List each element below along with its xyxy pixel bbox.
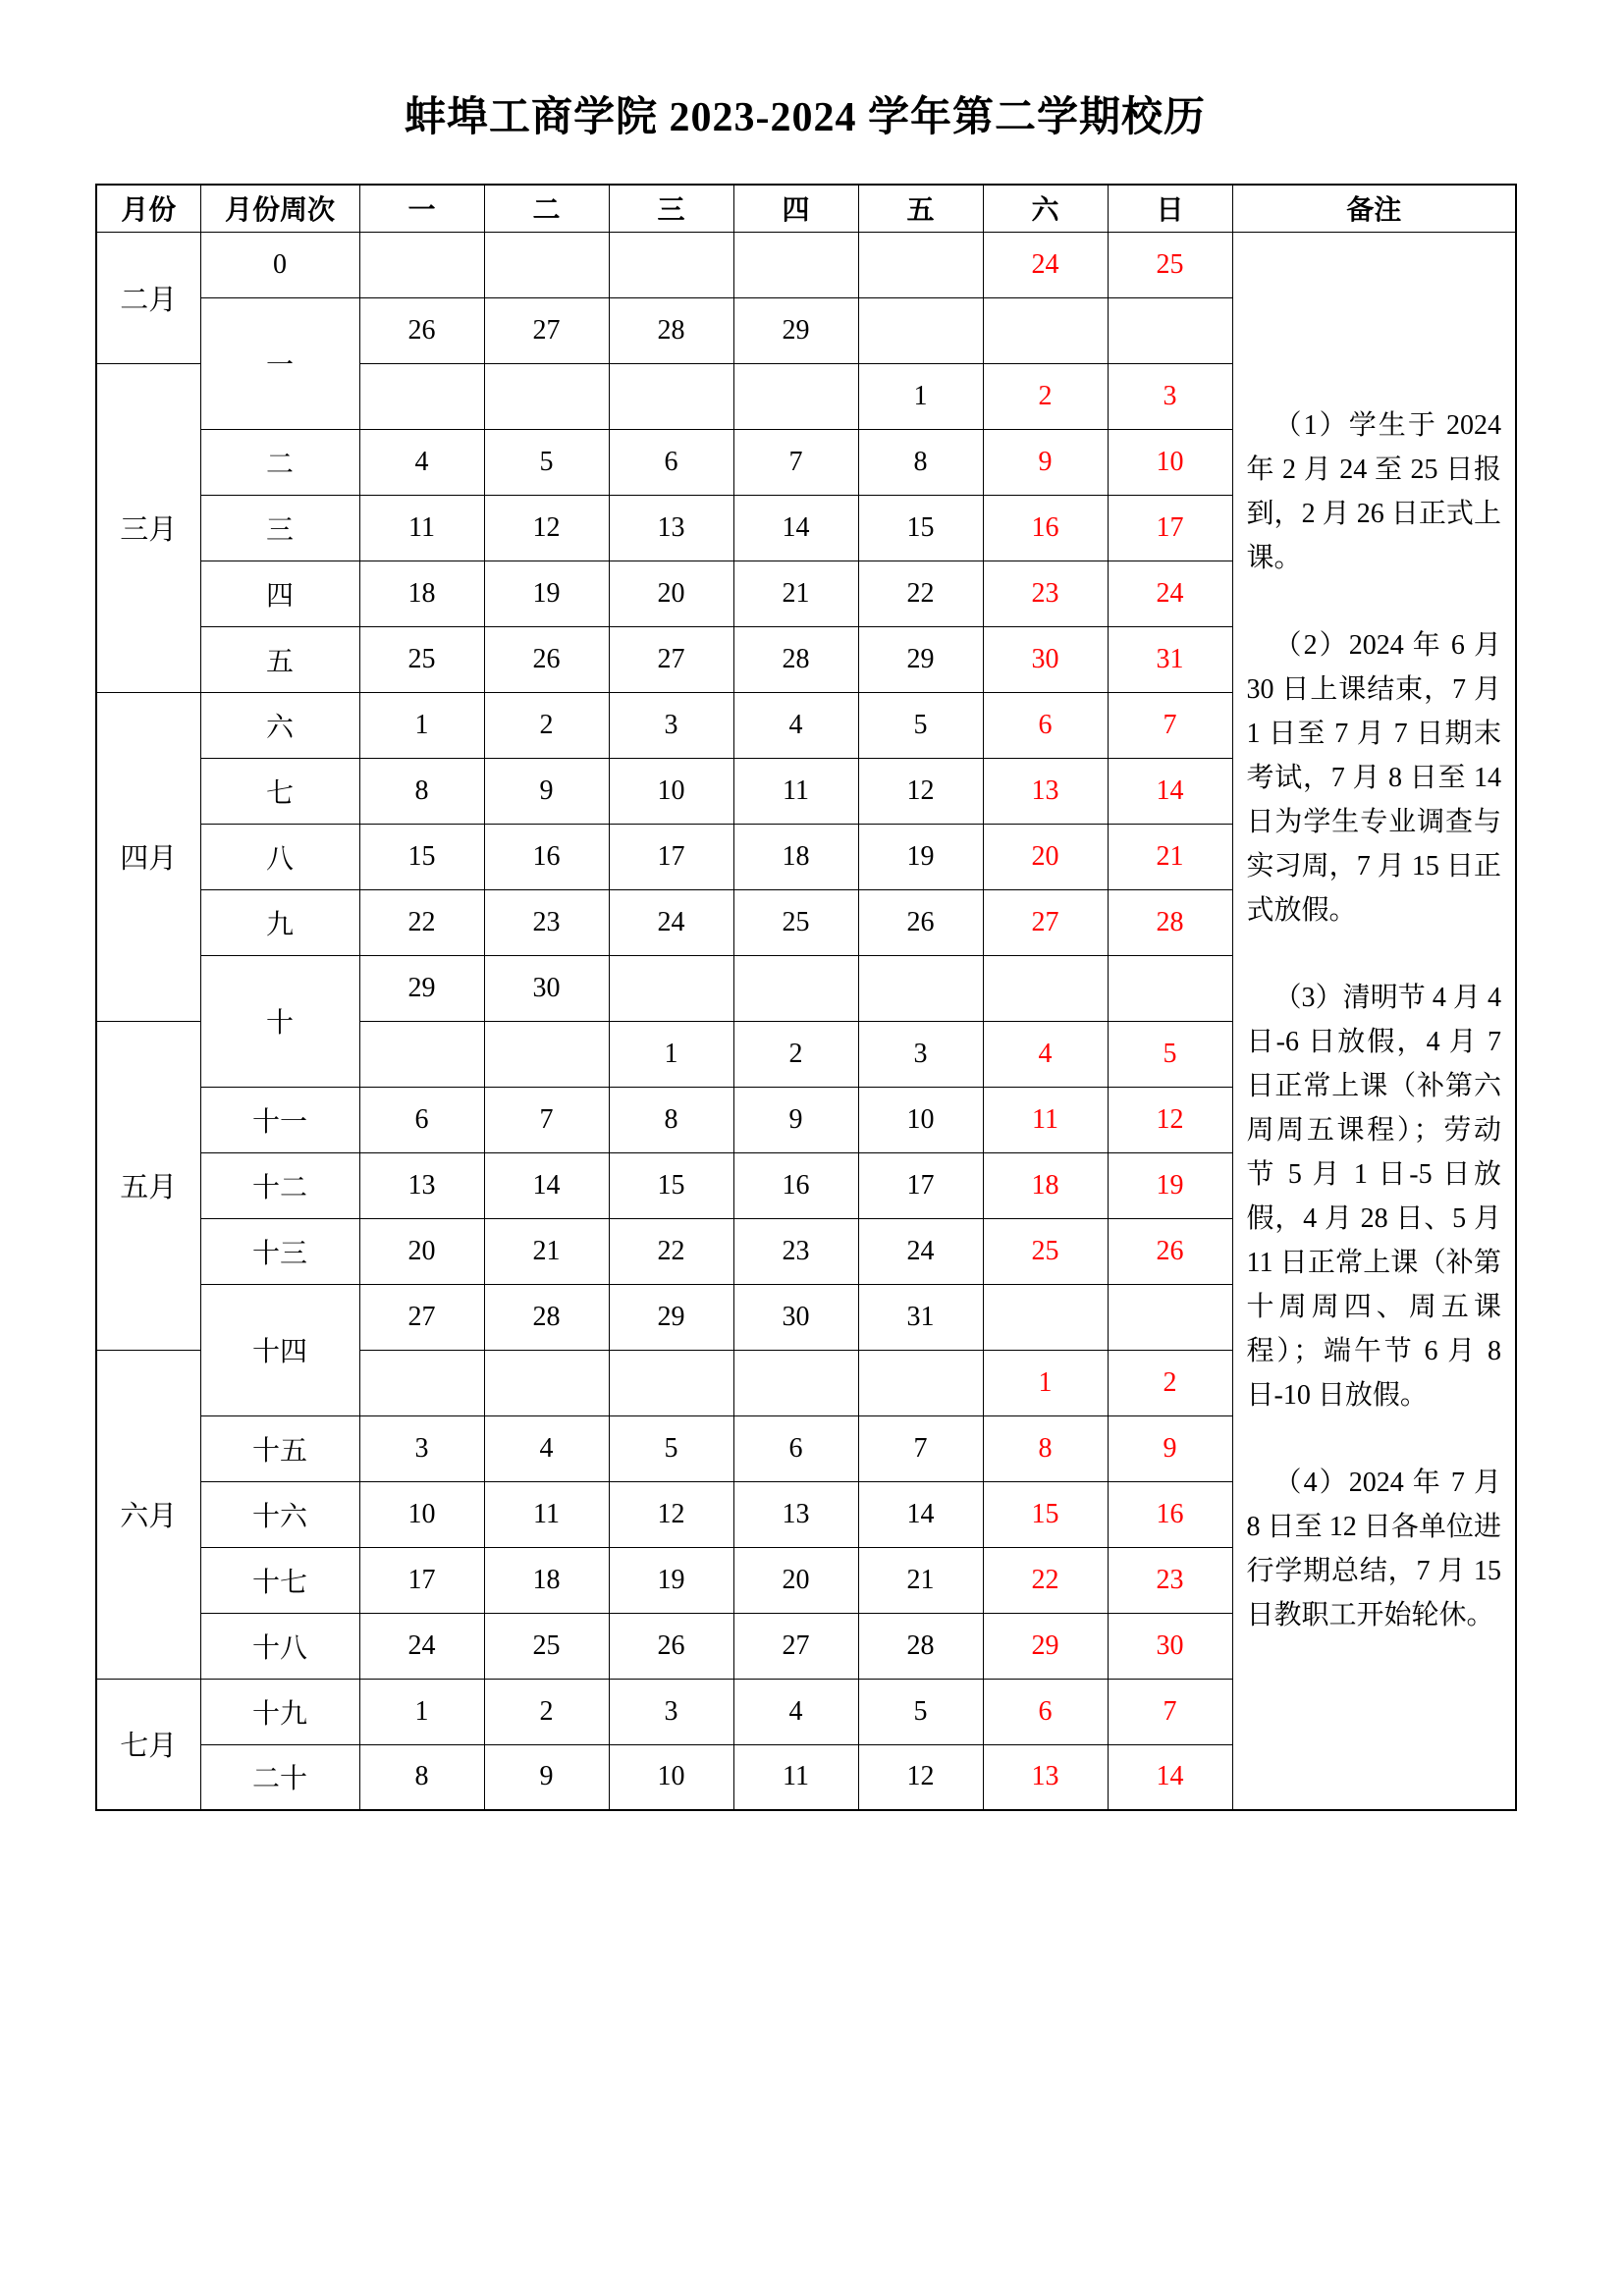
day-cell: 26	[858, 889, 983, 955]
day-cell: 18	[484, 1547, 609, 1613]
month-cell: 七月	[96, 1679, 200, 1810]
day-cell: 12	[484, 495, 609, 561]
day-cell: 3	[359, 1415, 484, 1481]
day-cell	[484, 1350, 609, 1415]
day-cell: 11	[484, 1481, 609, 1547]
day-cell: 8	[359, 758, 484, 824]
week-cell: 二十	[200, 1744, 359, 1810]
day-cell: 13	[359, 1152, 484, 1218]
month-cell: 三月	[96, 363, 200, 692]
day-cell-weekend: 13	[983, 758, 1108, 824]
day-cell	[484, 232, 609, 297]
week-cell: 0	[200, 232, 359, 297]
day-cell: 5	[858, 692, 983, 758]
day-cell-weekend: 10	[1108, 429, 1232, 495]
day-cell-weekend: 24	[1108, 561, 1232, 626]
day-cell-weekend: 7	[1108, 1679, 1232, 1744]
day-cell	[484, 1021, 609, 1087]
header-cell-6: 五	[858, 185, 983, 232]
calendar-table	[95, 184, 1517, 1811]
day-cell: 29	[359, 955, 484, 1021]
day-cell: 8	[609, 1087, 733, 1152]
day-cell: 17	[359, 1547, 484, 1613]
week-cell: 六	[200, 692, 359, 758]
week-cell: 十	[200, 955, 359, 1087]
day-cell: 17	[858, 1152, 983, 1218]
week-cell: 八	[200, 824, 359, 889]
day-cell	[858, 232, 983, 297]
header-cell-1: 月份周次	[200, 185, 359, 232]
day-cell	[858, 297, 983, 363]
day-cell-weekend: 13	[983, 1744, 1108, 1810]
day-cell	[609, 1350, 733, 1415]
notes-cell	[1232, 232, 1516, 1810]
day-cell: 6	[359, 1087, 484, 1152]
day-cell	[359, 1350, 484, 1415]
month-cell: 五月	[96, 1021, 200, 1350]
day-cell: 22	[858, 561, 983, 626]
day-cell: 10	[609, 1744, 733, 1810]
month-cell: 六月	[96, 1350, 200, 1679]
note-paragraph-4: （4）2024 年 7 月 8 日至 12 日各单位进行学期总结，7 月 15 日教职工开始轮休。	[1246, 1468, 1501, 1631]
day-cell: 15	[609, 1152, 733, 1218]
day-cell: 9	[484, 1744, 609, 1810]
day-cell	[609, 955, 733, 1021]
day-cell-weekend: 23	[1108, 1547, 1232, 1613]
day-cell: 1	[359, 1679, 484, 1744]
day-cell-weekend	[1108, 955, 1232, 1021]
day-cell	[359, 363, 484, 429]
day-cell: 7	[484, 1087, 609, 1152]
day-cell-weekend: 25	[1108, 232, 1232, 297]
day-cell: 14	[858, 1481, 983, 1547]
calendar-body	[96, 232, 1516, 1810]
day-cell: 19	[858, 824, 983, 889]
day-cell: 22	[359, 889, 484, 955]
day-cell: 25	[484, 1613, 609, 1679]
day-cell-weekend	[1108, 297, 1232, 363]
day-cell-weekend: 29	[983, 1613, 1108, 1679]
day-cell: 13	[733, 1481, 858, 1547]
day-cell-weekend: 16	[1108, 1481, 1232, 1547]
day-cell: 6	[733, 1415, 858, 1481]
day-cell: 26	[359, 297, 484, 363]
header-cell-9: 备注	[1232, 185, 1516, 232]
day-cell: 31	[858, 1284, 983, 1350]
day-cell: 28	[484, 1284, 609, 1350]
day-cell: 21	[733, 561, 858, 626]
day-cell: 1	[609, 1021, 733, 1087]
day-cell	[609, 363, 733, 429]
day-cell: 14	[484, 1152, 609, 1218]
day-cell-weekend: 19	[1108, 1152, 1232, 1218]
week-cell: 七	[200, 758, 359, 824]
day-cell-weekend: 26	[1108, 1218, 1232, 1284]
day-cell: 27	[609, 626, 733, 692]
day-cell-weekend: 22	[983, 1547, 1108, 1613]
day-cell: 2	[484, 1679, 609, 1744]
week-cell: 三	[200, 495, 359, 561]
day-cell: 21	[484, 1218, 609, 1284]
note-paragraph-3: （3）清明节 4 月 4 日-6 日放假，4 月 7 日正常上课（补第六周周五课程）；劳动节 5 月 1 日-5 日放假，4 月 28 日、5 月 11 日正常上课（补第十周周四、周五课程）；端午节 6 月 8 日-10 日放假。	[1246, 983, 1501, 1412]
week-cell: 四	[200, 561, 359, 626]
day-cell-weekend: 9	[1108, 1415, 1232, 1481]
day-cell: 16	[733, 1152, 858, 1218]
day-cell: 30	[733, 1284, 858, 1350]
day-cell-weekend: 15	[983, 1481, 1108, 1547]
day-cell	[733, 363, 858, 429]
week-cell: 十一	[200, 1087, 359, 1152]
day-cell: 10	[359, 1481, 484, 1547]
page-title: 蚌埠工商学院 2023-2024 学年第二学期校历	[405, 95, 1206, 140]
day-cell	[359, 1021, 484, 1087]
day-cell: 4	[733, 692, 858, 758]
day-cell-weekend: 25	[983, 1218, 1108, 1284]
day-cell-weekend: 6	[983, 692, 1108, 758]
day-cell: 20	[609, 561, 733, 626]
note-paragraph-1: （1）学生于 2024 年 2 月 24 至 25 日报到，2 月 26 日正式上课。	[1246, 410, 1501, 574]
day-cell: 7	[733, 429, 858, 495]
header-row	[96, 185, 1516, 232]
week-cell: 九	[200, 889, 359, 955]
day-cell-weekend	[983, 1284, 1108, 1350]
day-cell-weekend: 4	[983, 1021, 1108, 1087]
day-cell: 12	[858, 1744, 983, 1810]
day-cell	[733, 232, 858, 297]
day-cell: 5	[858, 1679, 983, 1744]
week-cell: 十四	[200, 1284, 359, 1415]
month-cell: 二月	[96, 232, 200, 363]
week-cell: 一	[200, 297, 359, 429]
day-cell: 27	[484, 297, 609, 363]
day-cell: 6	[609, 429, 733, 495]
day-cell-weekend: 28	[1108, 889, 1232, 955]
day-cell-weekend: 17	[1108, 495, 1232, 561]
day-cell: 22	[609, 1218, 733, 1284]
day-cell: 10	[609, 758, 733, 824]
day-cell-weekend: 8	[983, 1415, 1108, 1481]
day-cell-weekend: 9	[983, 429, 1108, 495]
day-cell-weekend: 21	[1108, 824, 1232, 889]
day-cell: 4	[733, 1679, 858, 1744]
week-cell: 十六	[200, 1481, 359, 1547]
day-cell-weekend: 30	[983, 626, 1108, 692]
day-cell: 8	[858, 429, 983, 495]
day-cell-weekend: 6	[983, 1679, 1108, 1744]
day-cell: 17	[609, 824, 733, 889]
day-cell: 18	[733, 824, 858, 889]
month-cell: 四月	[96, 692, 200, 1021]
day-cell: 25	[733, 889, 858, 955]
day-cell: 1	[858, 363, 983, 429]
day-cell: 20	[359, 1218, 484, 1284]
day-cell-weekend: 23	[983, 561, 1108, 626]
day-cell-weekend: 18	[983, 1152, 1108, 1218]
day-cell: 9	[484, 758, 609, 824]
day-cell: 24	[858, 1218, 983, 1284]
day-cell: 25	[359, 626, 484, 692]
day-cell: 27	[733, 1613, 858, 1679]
day-cell: 16	[484, 824, 609, 889]
day-cell: 15	[858, 495, 983, 561]
day-cell: 14	[733, 495, 858, 561]
day-cell	[733, 955, 858, 1021]
day-cell-weekend: 20	[983, 824, 1108, 889]
day-cell	[484, 363, 609, 429]
day-cell-weekend	[1108, 1284, 1232, 1350]
day-cell-weekend: 2	[983, 363, 1108, 429]
header-cell-8: 日	[1108, 185, 1232, 232]
day-cell-weekend: 27	[983, 889, 1108, 955]
day-cell: 5	[609, 1415, 733, 1481]
header-cell-2: 一	[359, 185, 484, 232]
day-cell-weekend: 3	[1108, 363, 1232, 429]
header-cell-3: 二	[484, 185, 609, 232]
day-cell: 29	[858, 626, 983, 692]
day-cell: 30	[484, 955, 609, 1021]
day-cell: 5	[484, 429, 609, 495]
day-cell: 12	[858, 758, 983, 824]
day-cell: 28	[858, 1613, 983, 1679]
day-cell-weekend: 31	[1108, 626, 1232, 692]
day-cell: 9	[733, 1087, 858, 1152]
day-cell: 12	[609, 1481, 733, 1547]
week-cell: 十五	[200, 1415, 359, 1481]
day-cell: 19	[609, 1547, 733, 1613]
day-cell: 19	[484, 561, 609, 626]
day-cell: 11	[733, 758, 858, 824]
day-cell: 4	[359, 429, 484, 495]
day-cell: 20	[733, 1547, 858, 1613]
day-cell: 29	[733, 297, 858, 363]
day-cell: 24	[359, 1613, 484, 1679]
day-cell: 26	[484, 626, 609, 692]
day-cell-weekend	[983, 955, 1108, 1021]
header-cell-5: 四	[733, 185, 858, 232]
day-cell: 3	[609, 1679, 733, 1744]
day-cell-weekend: 7	[1108, 692, 1232, 758]
day-cell: 11	[733, 1744, 858, 1810]
week-cell: 十二	[200, 1152, 359, 1218]
day-cell	[359, 232, 484, 297]
day-cell: 2	[484, 692, 609, 758]
day-cell-weekend: 5	[1108, 1021, 1232, 1087]
calendar-row	[96, 232, 1516, 297]
day-cell: 18	[359, 561, 484, 626]
day-cell: 4	[484, 1415, 609, 1481]
day-cell: 3	[858, 1021, 983, 1087]
week-cell: 十八	[200, 1613, 359, 1679]
day-cell: 1	[359, 692, 484, 758]
day-cell: 24	[609, 889, 733, 955]
day-cell-weekend: 11	[983, 1087, 1108, 1152]
week-cell: 十九	[200, 1679, 359, 1744]
day-cell: 10	[858, 1087, 983, 1152]
day-cell: 23	[484, 889, 609, 955]
day-cell: 29	[609, 1284, 733, 1350]
day-cell-weekend: 14	[1108, 758, 1232, 824]
day-cell: 3	[609, 692, 733, 758]
day-cell: 11	[359, 495, 484, 561]
day-cell-weekend: 24	[983, 232, 1108, 297]
week-cell: 十三	[200, 1218, 359, 1284]
day-cell: 13	[609, 495, 733, 561]
week-cell: 五	[200, 626, 359, 692]
header-cell-0: 月份	[96, 185, 200, 232]
day-cell-weekend: 14	[1108, 1744, 1232, 1810]
day-cell: 23	[733, 1218, 858, 1284]
day-cell: 15	[359, 824, 484, 889]
day-cell	[858, 1350, 983, 1415]
day-cell: 26	[609, 1613, 733, 1679]
note-paragraph-2: （2）2024 年 6 月 30 日上课结束，7 月 1 日至 7 月 7 日期末考试，7 月 8 日至 14 日为学生专业调查与实习周，7 月 15 日正式放假。	[1246, 630, 1501, 927]
day-cell-weekend: 12	[1108, 1087, 1232, 1152]
day-cell	[858, 955, 983, 1021]
week-cell: 二	[200, 429, 359, 495]
day-cell-weekend: 16	[983, 495, 1108, 561]
day-cell: 21	[858, 1547, 983, 1613]
day-cell: 8	[359, 1744, 484, 1810]
day-cell: 2	[733, 1021, 858, 1087]
day-cell-weekend: 2	[1108, 1350, 1232, 1415]
day-cell: 27	[359, 1284, 484, 1350]
header-cell-4: 三	[609, 185, 733, 232]
day-cell-weekend: 30	[1108, 1613, 1232, 1679]
day-cell	[733, 1350, 858, 1415]
header-cell-7: 六	[983, 185, 1108, 232]
week-cell: 十七	[200, 1547, 359, 1613]
day-cell-weekend	[983, 297, 1108, 363]
day-cell: 28	[609, 297, 733, 363]
day-cell: 28	[733, 626, 858, 692]
day-cell: 7	[858, 1415, 983, 1481]
day-cell	[609, 232, 733, 297]
day-cell-weekend: 1	[983, 1350, 1108, 1415]
